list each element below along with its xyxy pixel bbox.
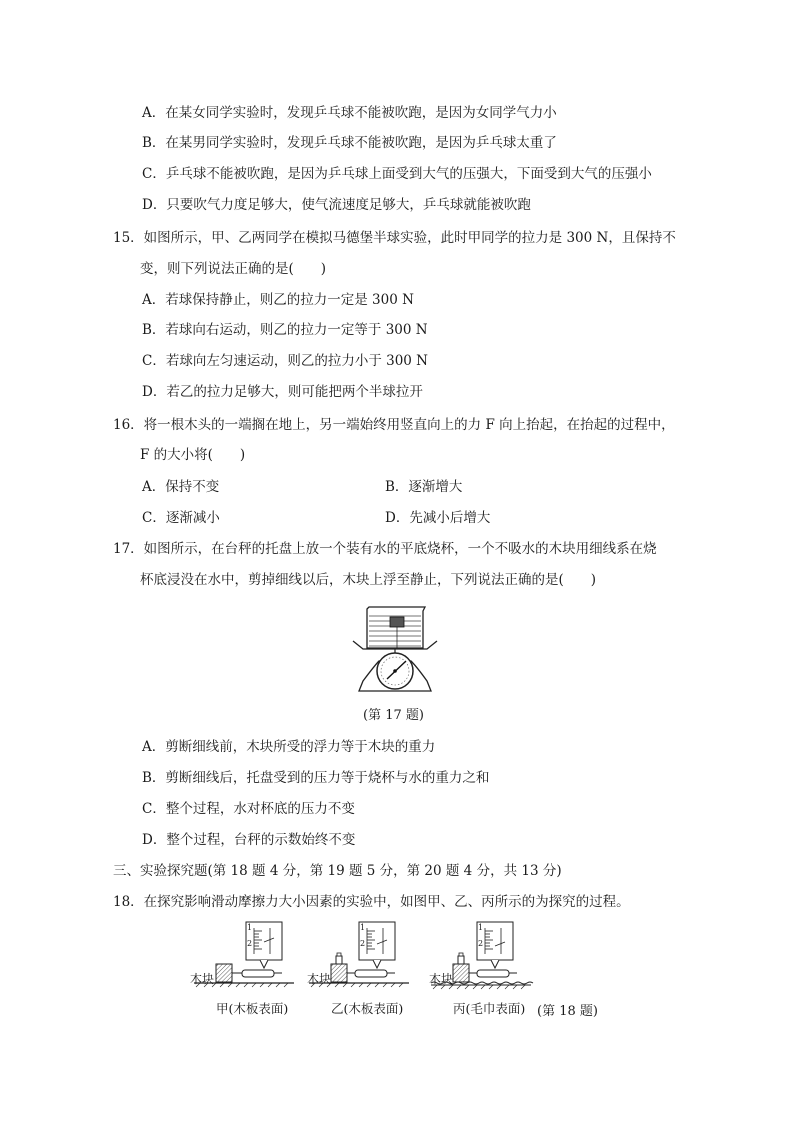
q18-figure-yi	[305, 920, 415, 1020]
q16-option-a: A．保持不变	[142, 479, 220, 495]
scale-mark-2: 2	[247, 939, 253, 948]
q15-stem-line2: 变，则下列说法正确的是( )	[140, 261, 327, 277]
block-label-bing: 木块	[429, 972, 454, 986]
caption-bing: 丙(毛巾表面)	[453, 1001, 526, 1016]
q18-stem-line1: 18．在探究影响滑动摩擦力大小因素的实验中，如图甲、乙、丙所示的为探究的过程。	[113, 894, 630, 910]
scale-mark-1: 1	[247, 923, 253, 932]
q17-option-c: C．整个过程，水对杯底的压力不变	[142, 801, 355, 817]
block-yi	[331, 964, 347, 982]
q14-option-c: C．乒乓球不能被吹跑，是因为乒乓球上面受到大气的压强大，下面受到大气的压强小	[142, 166, 652, 182]
q14-option-d: D．只要吹气力度足够大，使气流速度足够大，乒乓球就能被吹跑	[142, 197, 531, 213]
scale-mark-2: 2	[360, 939, 366, 948]
q17-figure-caption: (第 17 题)	[363, 708, 424, 723]
block-label-yi: 木块	[307, 972, 332, 986]
scale-marks-yi	[359, 924, 396, 948]
scale-mark-2: 2	[478, 939, 484, 948]
q17-option-d: D．整个过程，台秤的示数始终不变	[142, 832, 356, 848]
q18-figure-bing	[427, 920, 537, 1020]
q15-stem-line1: 15．如图所示，甲、乙两同学在模拟马德堡半球实验，此时甲同学的拉力是 300 N，且保持不	[113, 230, 676, 246]
wood-block	[390, 617, 404, 627]
q14-option-b: B．在某男同学实验时，发现乒乓球不能被吹跑，是因为乒乓球太重了	[142, 135, 557, 151]
q15-option-b: B．若球向右运动，则乙的拉力一定等于 300 N	[142, 322, 428, 338]
q14-option-a: A．在某女同学实验时，发现乒乓球不能被吹跑，是因为女同学气力小	[142, 105, 557, 121]
q16-stem-line2: F 的大小将( )	[140, 447, 246, 463]
q15-option-d: D．若乙的拉力足够大，则可能把两个半球拉开	[142, 384, 423, 400]
caption-yi: 乙(木板表面)	[331, 1001, 404, 1016]
q18-diagram-jia	[190, 920, 300, 1000]
q15-option-c: C．若球向左匀速运动，则乙的拉力小于 300 N	[142, 353, 428, 369]
q17-stem-line2: 杯底浸没在水中，剪掉细线以后，木块上浮至静止，下列说法正确的是( )	[140, 572, 597, 588]
q18-figure-caption: (第 18 题)	[537, 1004, 598, 1019]
block-label-jia: 木块	[190, 972, 215, 986]
caption-jia: 甲(木板表面)	[216, 1001, 289, 1016]
scale-mark-1: 1	[360, 923, 366, 932]
q17-figure-scale-beaker	[345, 603, 445, 695]
scale-mark-1: 1	[478, 923, 484, 932]
section3-heading: 三、实验探究题(第 18 题 4 分，第 19 题 5 分，第 20 题 4 分，共 13 分)	[113, 863, 562, 879]
q17-option-a: A．剪断细线前，木块所受的浮力等于木块的重力	[142, 739, 436, 755]
q16-option-b: B．逐渐增大	[385, 479, 463, 495]
scale-marks-bing	[477, 924, 514, 948]
block-bing	[453, 964, 469, 982]
q16-option-d: D．先减小后增大	[385, 510, 491, 526]
q16-option-c: C．逐渐减小	[142, 510, 220, 526]
block-jia	[216, 964, 232, 982]
scale-marks-jia	[246, 924, 283, 948]
q15-option-a: A．若球保持静止，则乙的拉力一定是 300 N	[142, 292, 414, 308]
q17-option-b: B．剪断细线后，托盘受到的压力等于烧杯与水的重力之和	[142, 770, 490, 786]
beaker-outline	[367, 607, 425, 648]
q16-stem-line1: 16．将一根木头的一端搁在地上，另一端始终用竖直向上的力 F 向上抬起，在抬起的过程中，	[113, 417, 675, 433]
q18-figure-jia	[190, 920, 300, 1020]
q17-stem-line1: 17．如图所示，在台秤的托盘上放一个装有水的平底烧杯，一个不吸水的木块用细线系在烧	[113, 541, 657, 557]
